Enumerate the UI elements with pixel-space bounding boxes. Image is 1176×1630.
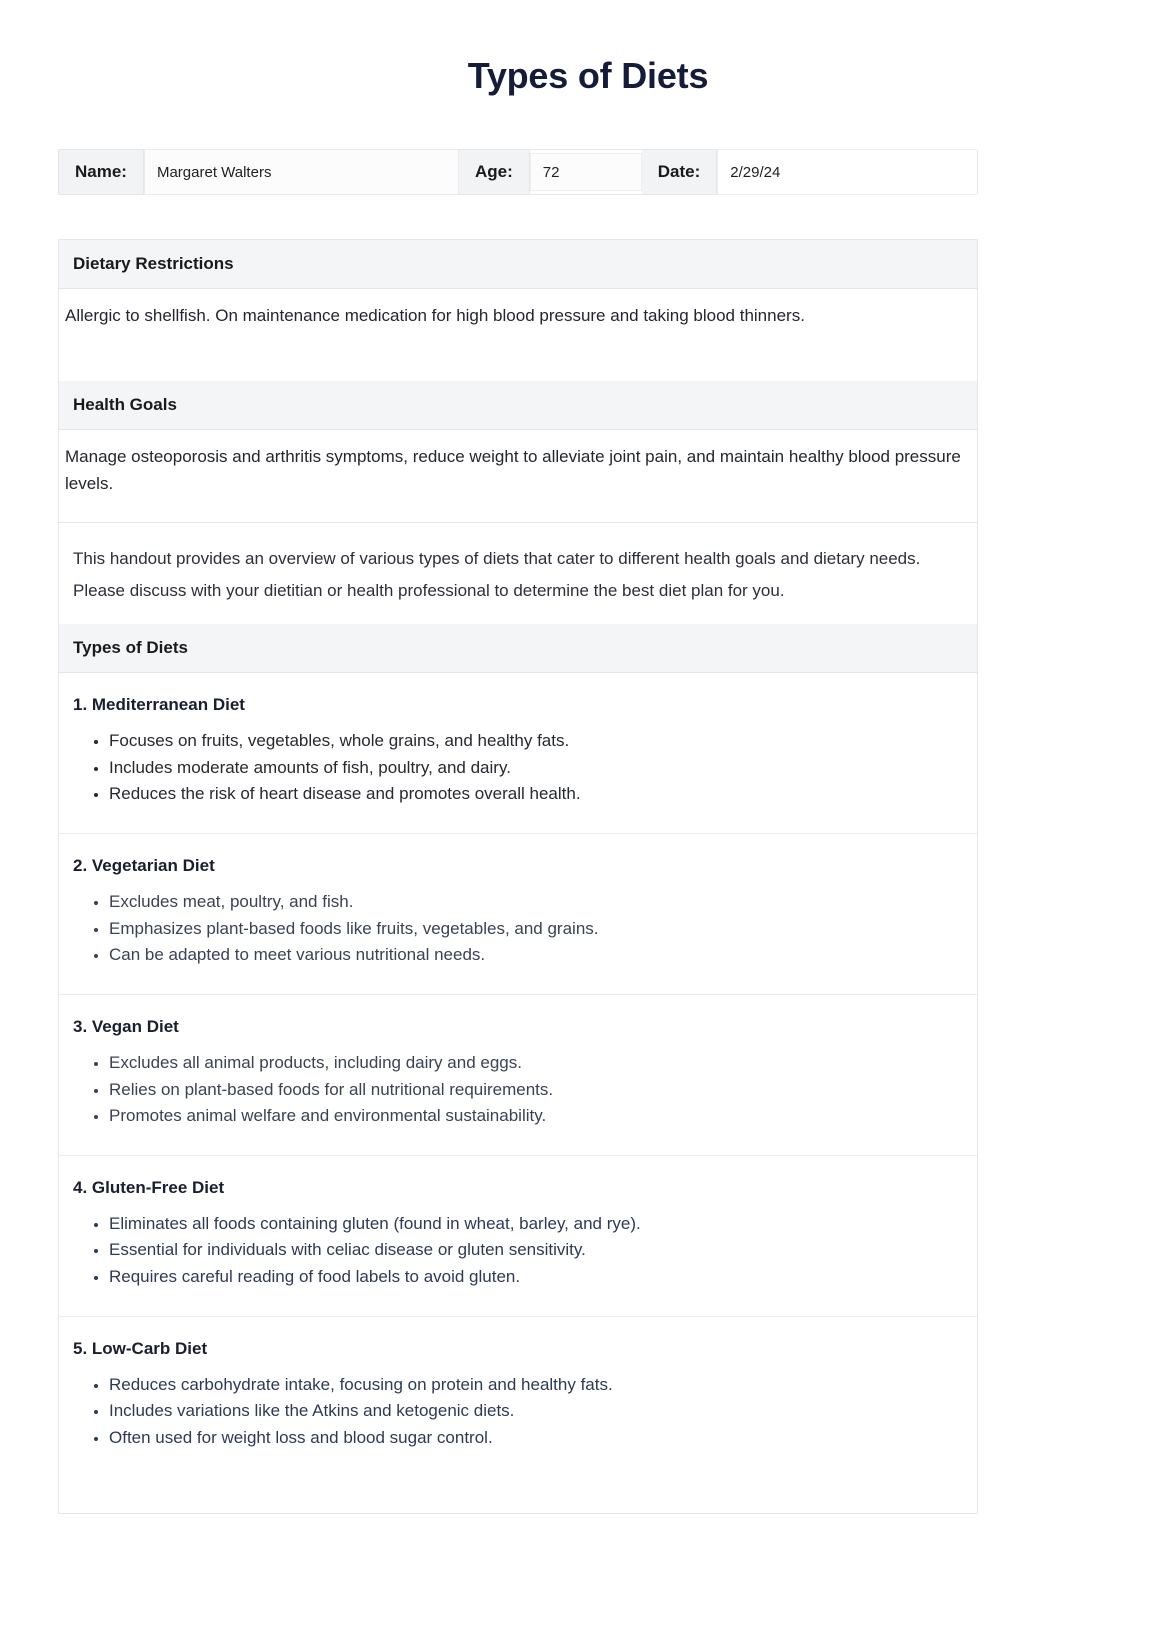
date-label: Date: <box>642 150 718 194</box>
diet-bullet: • Excludes all animal products, including dairy and eggs. <box>109 1051 961 1076</box>
diet-bullet: • Essential for individuals with celiac disease or gluten sensitivity. <box>109 1238 961 1263</box>
patient-info-row <box>58 149 978 195</box>
diet-heading: 1. Mediterranean Diet <box>73 695 245 715</box>
document-content <box>58 149 978 1513</box>
diet-bullet: • Reduces carbohydrate intake, focusing on protein and healthy fats. <box>109 1373 961 1398</box>
diet-bullet: • Focuses on fruits, vegetables, whole grains, and healthy fats. <box>109 729 961 754</box>
diet-bullet-list <box>73 1212 961 1290</box>
diet-bullet: • Includes moderate amounts of fish, poultry, and dairy. <box>109 756 961 781</box>
diet-bullet: • Excludes meat, poultry, and fish. <box>109 890 961 915</box>
diet-bullet: • Requires careful reading of food labels to avoid gluten. <box>109 1265 961 1290</box>
types-of-diets-header: Types of Diets <box>59 624 977 673</box>
diet-item <box>59 834 977 995</box>
health-goals-text[interactable]: Manage osteoporosis and arthritis symptoms, reduce weight to alleviate joint pain, and maintain healthy blood pressure levels. <box>65 447 961 493</box>
dietary-restrictions-text[interactable]: Allergic to shellfish. On maintenance medication for high blood pressure and taking blood thinners. <box>65 306 805 326</box>
diet-bullet: • Can be adapted to meet various nutritional needs. <box>109 943 961 968</box>
age-input[interactable]: 72 <box>530 153 642 191</box>
diet-bullet: • Includes variations like the Atkins and ketogenic diets. <box>109 1399 961 1424</box>
diet-heading: 4. Gluten-Free Diet <box>73 1177 225 1197</box>
intro-paragraph: This handout provides an overview of various types of diets that cater to different health goals and dietary needs. Please discuss with your dietitian or health professional to determine the best diet plan for you. <box>59 522 977 624</box>
date-input[interactable]: 2/29/24 <box>717 149 977 195</box>
diet-heading: 3. Vegan Diet <box>73 1016 179 1036</box>
dietary-restrictions-header: Dietary Restrictions <box>59 240 977 289</box>
diet-item <box>59 995 977 1156</box>
page-title: Types of Diets <box>467 55 709 96</box>
diet-bullet: • Eliminates all foods containing gluten (found in wheat, barley, and rye). <box>109 1212 961 1237</box>
diet-item <box>59 1317 977 1513</box>
diet-bullet-list <box>73 729 961 807</box>
name-label: Name: <box>59 150 144 194</box>
diet-bullet: • Reduces the risk of heart disease and promotes overall health. <box>109 782 961 807</box>
diet-bullet: • Emphasizes plant-based foods like fruits, vegetables, and grains. <box>109 917 961 942</box>
diet-item <box>59 673 977 834</box>
diet-bullet-list <box>73 890 961 968</box>
health-goals-header: Health Goals <box>59 381 977 430</box>
diet-bullet: • Often used for weight loss and blood sugar control. <box>109 1426 961 1451</box>
diet-bullet: • Promotes animal welfare and environmental sustainability. <box>109 1104 961 1129</box>
diet-item <box>59 1156 977 1317</box>
diet-heading: 5. Low-Carb Diet <box>73 1338 208 1358</box>
name-input[interactable]: Margaret Walters <box>144 149 459 195</box>
patient-details-card <box>58 239 978 1513</box>
diet-bullet-list <box>73 1373 961 1451</box>
diet-bullet-list <box>73 1051 961 1129</box>
diet-heading: 2. Vegetarian Diet <box>73 855 215 875</box>
diet-bullet: • Relies on plant-based foods for all nutritional requirements. <box>109 1078 961 1103</box>
age-label: Age: <box>459 150 530 194</box>
